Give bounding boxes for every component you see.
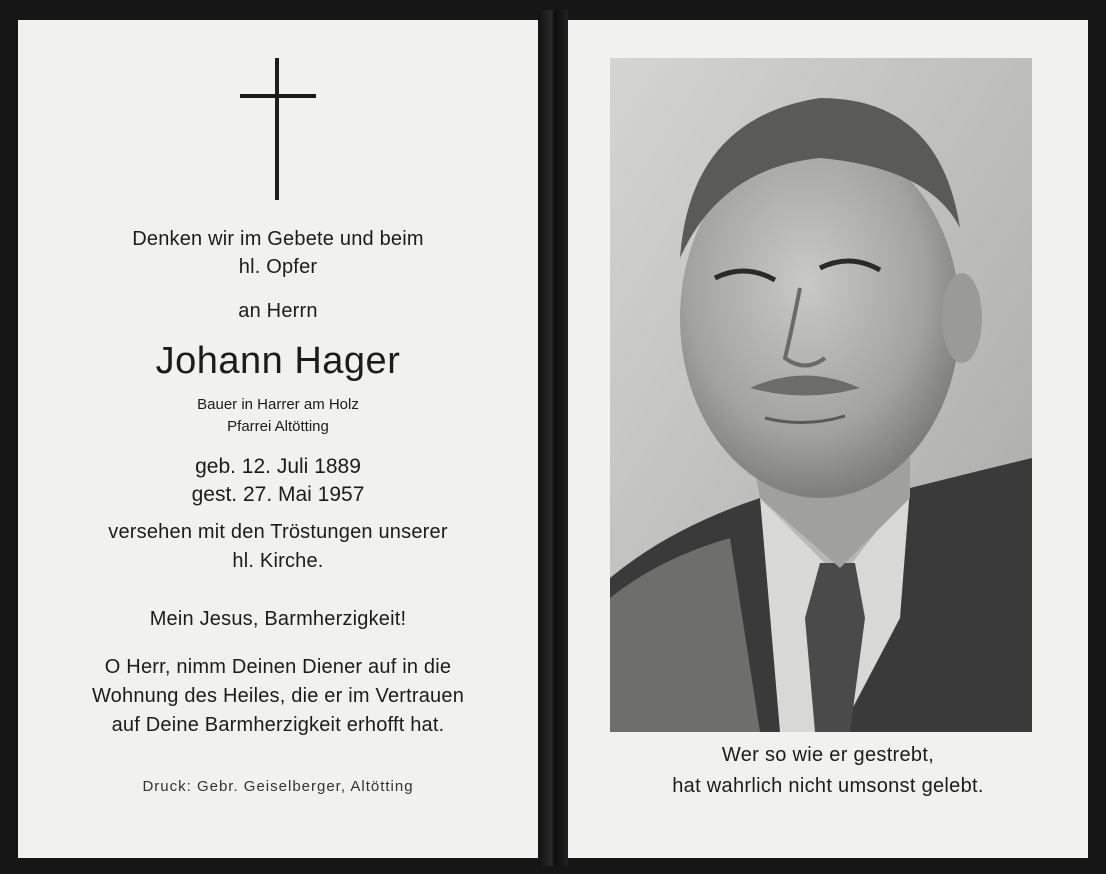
death-date: gest. 27. Mai 1957 [191, 483, 365, 506]
occupation: Bauer in Harrer am Holz [197, 396, 359, 413]
portrait-photo [610, 58, 1032, 732]
cross-icon [240, 58, 316, 200]
intro-line-1: Denken wir im Gebete und beim [132, 228, 424, 250]
quote-line-2: hat wahrlich nicht umsonst gelebt. [672, 775, 984, 797]
quote-line-1: Wer so wie er gestrebt, [721, 744, 935, 766]
parish: Pfarrei Altötting [227, 418, 329, 435]
prayer-line-3: auf Deine Barmherzigkeit erhofft hat. [111, 714, 445, 736]
birth-date: geb. 12. Juli 1889 [195, 455, 361, 478]
prayer-line-2: Wohnung des Heiles, die er im Vertrauen [91, 685, 465, 707]
deceased-name: Johann Hager [155, 340, 401, 382]
intro-line-3: an Herrn [238, 300, 318, 322]
prayer-line-1: O Herr, nimm Deinen Diener auf in die [104, 656, 452, 678]
sacraments-line-2: hl. Kirche. [232, 550, 324, 572]
sacraments-line-1: versehen mit den Tröstungen unserer [108, 521, 448, 543]
prayer-short: Mein Jesus, Barmherzigkeit! [149, 608, 407, 630]
printer-credit: Druck: Gebr. Geiselberger, Altötting [142, 778, 414, 795]
intro-line-2: hl. Opfer [238, 256, 318, 278]
card-fold [538, 10, 568, 866]
